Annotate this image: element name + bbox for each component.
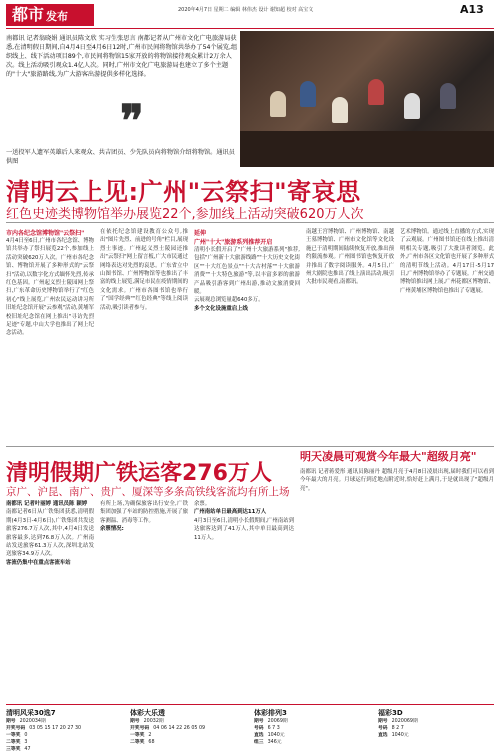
table-body — [130, 718, 250, 746]
article-column-6 — [6, 500, 94, 700]
column-text: 艺术博物馆。通过线上直播的方式,实现了云观展。广州图书馆还在线上推出清明相关专题,吸引了大批读者浏览。此外,广州市各区文化馆也开展了多种形式的清明节线上活动。4月17日-5月17日,广州博物馆举办了专题展。广州交通博物馆推出网上展,广州花都区博物馆、广州黄埔区博物馆也推出了专题展。 — [400, 229, 494, 294]
column-text: 有所上场,为确保旅客出行安全,广铁集团加强了车站的防控措施,开展了旅客测温、消毒等工作。 — [100, 501, 188, 524]
lottery-table-1 — [6, 708, 126, 753]
table-cell: 6 7 3 — [267, 726, 280, 731]
table-title: 体彩大乐透 — [130, 709, 165, 717]
table-row — [378, 732, 494, 739]
table-cell: 期号 — [130, 719, 140, 724]
article-column-3 — [194, 228, 300, 443]
table-row — [254, 725, 374, 732]
column-text: 清明小长假开启了"广州十大旅游系列"推荐,包括"广州新十大旅游线路""十大历史文化街区""十大红色景点""十大古村落""十大旅游消费""十大特色旅游"等,以丰富多彩的旅游产品吸引游客到广州出游,推动文旅消费回暖。 — [194, 247, 300, 296]
column-subtitle: 余票情况: — [100, 526, 124, 533]
article-column-4 — [306, 228, 394, 443]
table-cell: 1040元 — [267, 733, 285, 738]
page-number: A13 — [460, 3, 484, 16]
table-cell: 3 — [24, 740, 28, 745]
table-row — [254, 718, 374, 725]
table-row — [130, 732, 250, 739]
table-row — [130, 739, 250, 746]
headline-1: 清明云上见:广州"云祭扫"寄哀思 — [6, 178, 361, 206]
table-row — [6, 718, 126, 725]
table-row — [254, 739, 374, 746]
table-cell: 一等奖 — [6, 733, 21, 738]
sidebar-kicker: 延伸 — [194, 230, 207, 237]
table-cell: 组三 — [254, 740, 264, 745]
table-cell: 47 — [24, 747, 31, 752]
column-text: 南都讯 记者蒋爱彤 通讯员陈丽丹 超级月亮于4月8日凌晨出现,届时我们可以看到今年最大的月亮。月球运行到近地点附近时,恰好赶上满月,于是就出现了"超级月亮"。 — [300, 469, 494, 492]
header-info: 2020年4月7日 星期二 编辑 林伟杰 设计 谢知超 校对 高宝文 — [178, 7, 314, 13]
table-cell: 04 06 14 22 26 05 09 — [153, 726, 206, 731]
divider — [6, 704, 494, 705]
column-text: 4月4日至6日,广州市各纪念馆、博物馆共举办了祭扫展览22个,参加线上活动突破620万人次。广州市各纪念馆、博物馆开展了多种形式的"云祭扫"活动,以数字化方式缅怀先烈,传承红色基因。广州起义烈士陵园网上祭扫,广东革命历史博物馆举行了"红色初心"线上展览,广州农民运动讲习所旧址纪念馆开展"云参观"活动,黄埔军校旧址纪念馆在网上推出"寻访先烈足迹"专题,中山大学也推出了网上纪念活动。 — [6, 238, 94, 337]
table-row — [6, 725, 126, 732]
article-column-8 — [194, 500, 294, 700]
table-cell: 8 2 7 — [391, 726, 404, 731]
table-cell: 直选 — [378, 733, 388, 738]
column-text: 余票。 — [194, 501, 211, 507]
table-row — [6, 739, 126, 746]
table-title: 体彩排列3 — [254, 709, 287, 717]
lottery-table-2 — [130, 708, 250, 746]
byline: 南都讯 记者叶丽婷 通讯员陈 颖婷 — [6, 501, 88, 507]
column-text: 4月3日至6日,清明小长假期间,广州南站到达旅客达到了41万人,其中单日最高到达11万人。 — [194, 517, 294, 541]
lottery-table-3 — [254, 708, 374, 746]
table-body — [254, 718, 374, 746]
table-cell: 期号 — [254, 719, 264, 724]
table-cell: 346元 — [267, 740, 282, 745]
table-row — [6, 732, 126, 739]
column-text: 云展观总浏览量超640多万。 — [194, 297, 264, 304]
table-cell: 20032期 — [143, 719, 164, 724]
photo-caption-2: 一送投军人遗军英雄后人来观众、共吉团员、少先队员向将物馆介绍将物馆。通讯员供图 — [6, 149, 235, 165]
table-cell: 一等奖 — [130, 733, 145, 738]
photo-caption: 南都讯 记者翁晓娟 通讯员陈文欣 实习生张思言 南都记者从广州市文化广电旅游局获悉,在清明假日期间,自4月4日至4月6日12时,广州市民间将物馆共举办了54个展览,组织线上、线下活动项目89个,市民间将物馆15家开放的将物馆接待观众累计2万余人次。线上活动吸引观众1.4亿人次。同时,广州市文化广电旅游局也建立了多个主题的"十大"旅游路线,为广大游客出游提供多样化选择。 — [6, 35, 238, 78]
column-subtitle: 客流仍集中在重点客流车站 — [6, 559, 71, 566]
table-title: 清明风采30选7 — [6, 709, 56, 717]
divider — [6, 446, 494, 447]
column-text: 在依托纪念馆建设教育公众号,推出"图片先烈、前进的号角"栏目,展现烈士事迹。广州起义烈士陵园还推出"云祭扫"网上留言板,广大市民通过网络表达对先烈的哀思。广东省立中山图书馆、广州博物馆等也推出了丰富的线上展览,满足市民在疫情期间的文化需求。广州市各图书馆也举行了"国学经典""红色经典"等线上阅读活动,吸引读者参与。 — [100, 229, 188, 311]
news-photo — [240, 31, 494, 167]
table-row — [378, 718, 494, 725]
table-body — [6, 718, 126, 753]
table-cell: 直选 — [254, 733, 264, 738]
headline-3: 明天凌晨可观赏今年最大"超级月亮" — [300, 450, 477, 463]
article-column-2 — [100, 228, 188, 443]
section-logo: 都市 发布 — [6, 4, 94, 26]
table-cell: 2 — [148, 733, 152, 738]
table-cell: 号码 — [254, 726, 264, 731]
table-cell: 1040元 — [391, 733, 409, 738]
table-row — [130, 718, 250, 725]
column-subtitle: 多个文化设施重启上线 — [194, 305, 248, 312]
table-row — [254, 732, 374, 739]
sidebar-title: 广州"十大"旅游系列推荐开启 — [194, 239, 273, 246]
table-cell: 开奖号码 — [130, 726, 150, 731]
table-cell: 2020069期 — [391, 719, 418, 724]
article-column-9 — [300, 468, 494, 700]
column-text: 南都记者6日从广铁集团获悉,清明假期(4月3日-4月6日),广铁集团共发送旅客276.7万人次,其中,4月4日发送旅客最多,达到76.8万人次。广州南站发送旅客61.3万人次,深圳北站发送旅客34.9万人次。 — [6, 509, 94, 558]
column-text: 南越王宫博物馆、广州博物馆、南越王墓博物馆、广州市文化馆等文化设施已于清明期间陆续恢复开放,推出预约限流参观。广州图书馆也恢复开放并推出了数字阅读服务。4月5日,广州大剧院也推出了线上演出活动,吸引大批市民观看,南都讯。 — [306, 229, 394, 286]
article-column-1 — [6, 228, 94, 443]
table-body — [378, 718, 494, 739]
headline-2: 清明假期广铁运客276万人 — [6, 461, 272, 486]
table-cell: 二等奖 — [130, 740, 145, 745]
lottery-table-4 — [378, 708, 494, 739]
column-subtitle: 广州南站单日最高到达11万人 — [194, 509, 267, 516]
table-cell: 二等奖 — [6, 740, 21, 745]
section-label: 市内各纪念馆博物馆"云祭扫" — [6, 230, 85, 237]
table-title: 福彩3D — [378, 709, 403, 717]
subheadline-1: 红色史迹类博物馆举办展览22个,参加线上活动突破620万人次 — [6, 207, 364, 222]
table-cell: 2020034期 — [19, 719, 46, 724]
table-cell: 0 — [24, 733, 28, 738]
table-cell: 期号 — [6, 719, 16, 724]
table-row — [130, 725, 250, 732]
article-column-5 — [400, 228, 494, 443]
table-cell: 号码 — [378, 726, 388, 731]
article-column-7 — [100, 500, 188, 700]
table-cell: 68 — [148, 740, 155, 745]
subheadline-2: 京广、沪昆、南广、贵广、厦深等多条高铁线客流均有所上场 — [6, 486, 290, 498]
table-cell: 三等奖 — [6, 747, 21, 752]
header-divider — [6, 28, 494, 29]
quote-mark-icon: ❞ — [120, 96, 144, 147]
table-cell: 开奖号码 — [6, 726, 26, 731]
table-cell: 20069期 — [267, 719, 288, 724]
table-cell: 期号 — [378, 719, 388, 724]
table-row — [378, 725, 494, 732]
divider — [6, 222, 494, 223]
table-cell: 03 05 15 17 20 27 30 — [29, 726, 82, 731]
